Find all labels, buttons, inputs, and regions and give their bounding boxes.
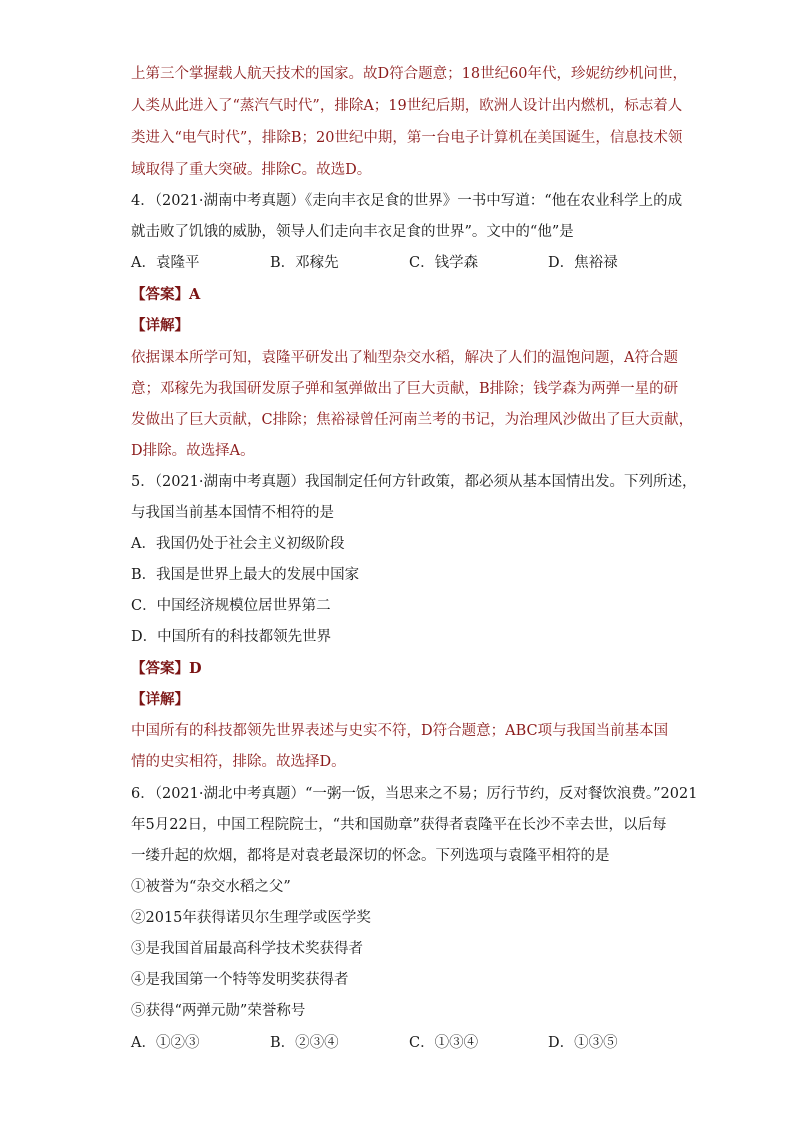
statement-item: ⑤获得“两弹元勋”荣誉称号 (131, 1003, 306, 1019)
statement-item: ①被誉为“杂交水稻之父” (131, 879, 291, 895)
explanation-line: 情的史实相符，排除。故选择D。 (131, 754, 346, 770)
question-5-stem: 5．（2021·湖南中考真题）我国制定任何方针政策，都必须从基本国情出发。下列所述， (131, 474, 697, 490)
explanation-line: 上第三个掌握载人航天技术的国家。故D符合题意；18世纪60年代，珍妮纺纱机问世， (131, 66, 688, 82)
option-d: D．中国所有的科技都领先世界 (131, 629, 332, 645)
option-c: C．中国经济规模位居世界第二 (131, 598, 331, 614)
option-d: D．焦裕禄 (548, 255, 618, 271)
option-b: B．②③④ (270, 1035, 339, 1051)
question-4-stem: 4．（2021·湖南中考真题）《走向丰衣足食的世界》一书中写道：“他在农业科学上的成 (131, 193, 683, 209)
explanation-line: 中国所有的科技都领先世界表述与史实不符，D符合题意；ABC项与我国当前基本国 (131, 723, 669, 739)
option-a: A．①②③ (131, 1035, 200, 1051)
question-4-options (131, 253, 671, 273)
question-6-stem: 6．（2021·湖北中考真题）“一粥一饭，当思来之不易；厉行节约，反对餐饮浪费。”2021 (131, 786, 698, 802)
option-a: A．袁隆平 (131, 255, 200, 271)
detail-label: 【详解】 (131, 691, 189, 708)
question-6-options (131, 1033, 671, 1053)
question-5-stem: 与我国当前基本国情不相符的是 (131, 505, 334, 521)
statement-item: ③是我国首届最高科学技术奖获得者 (131, 941, 363, 957)
question-6-stem: 一缕升起的炊烟，都将是对袁老最深切的怀念。下列选项与袁隆平相符的是 (131, 848, 610, 864)
detail-label: 【详解】 (131, 317, 189, 334)
option-c: C．钱学森 (409, 255, 479, 271)
option-a: A．我国仍处于社会主义初级阶段 (131, 536, 345, 552)
explanation-line: 意；邓稼先为我国研发原子弹和氢弹做出了巨大贡献，B排除；钱学森为两弹一星的研 (131, 381, 679, 397)
option-b: B．我国是世界上最大的发展中国家 (131, 567, 360, 583)
statement-item: ④是我国第一个特等发明奖获得者 (131, 972, 349, 988)
explanation-line: 类进入“电气时代”，排除B；20世纪中期，第一台电子计算机在美国诞生，信息技术领 (131, 130, 683, 146)
question-6-stem: 年5月22日，中国工程院院士，“共和国勋章”获得者袁隆平在长沙不幸去世，以后每 (131, 817, 667, 833)
explanation-line: 人类从此进入了“蒸汽气时代”，排除A；19世纪后期，欧洲人设计出内燃机，标志着人 (131, 98, 683, 114)
answer-label: 【答案】A (131, 286, 201, 303)
explanation-line: 发做出了巨大贡献，C排除；焦裕禄曾任河南兰考的书记，为治理风沙做出了巨大贡献， (131, 412, 694, 428)
question-4-stem: 就击败了饥饿的威胁，领导人们走向丰衣足食的世界”。文中的“他”是 (131, 224, 574, 240)
explanation-line: 依据课本所学可知，袁隆平研发出了籼型杂交水稻，解决了人们的温饱问题，A符合题 (131, 350, 678, 366)
explanation-line: D排除。故选择A。 (131, 443, 255, 459)
answer-label: 【答案】D (131, 660, 202, 677)
option-d: D．①③⑤ (548, 1035, 618, 1051)
statement-item: ②2015年获得诺贝尔生理学或医学奖 (131, 910, 371, 926)
explanation-line: 域取得了重大突破。排除C。故选D。 (131, 162, 372, 178)
option-c: C．①③④ (409, 1035, 479, 1051)
option-b: B．邓稼先 (270, 255, 339, 271)
